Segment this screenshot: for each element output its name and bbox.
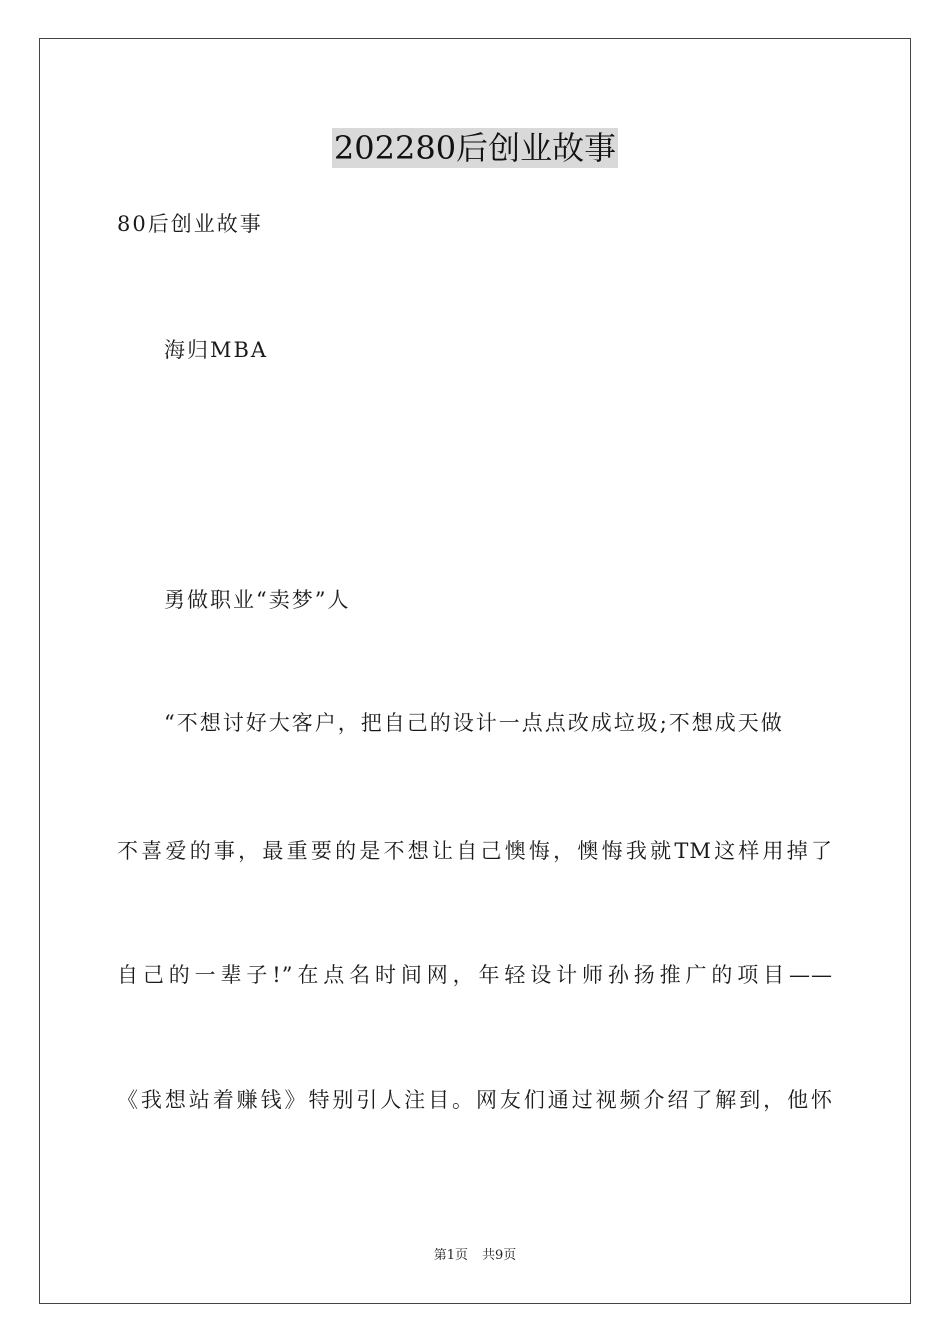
section-heading-dream-seller: 勇做职业“卖梦”人: [164, 588, 351, 612]
section-heading-returnee-mba: 海归MBA: [164, 338, 269, 362]
document-subtitle: 80后创业故事: [117, 212, 263, 236]
paragraph-line-3: 自己的一辈子!”在点名时间网，年轻设计师孙扬推广的项目——: [117, 963, 833, 987]
document-title: 202280后创业故事: [333, 129, 617, 167]
title-container: [0, 128, 950, 168]
page-footer: [0, 1247, 950, 1265]
paragraph-line-1: “不想讨好大客户，把自己的设计一点点改成垃圾;不想成天做: [164, 711, 784, 735]
paragraph-line-4: 《我想站着赚钱》特别引人注目。网友们通过视频介绍了解到，他怀: [117, 1088, 833, 1112]
page-number-total: 共9页: [482, 1248, 517, 1263]
paragraph-line-2: 不喜爱的事，最重要的是不想让自己懊悔，懊悔我就TM这样用掉了: [117, 839, 833, 863]
page-number-current: 第1页: [433, 1248, 468, 1263]
